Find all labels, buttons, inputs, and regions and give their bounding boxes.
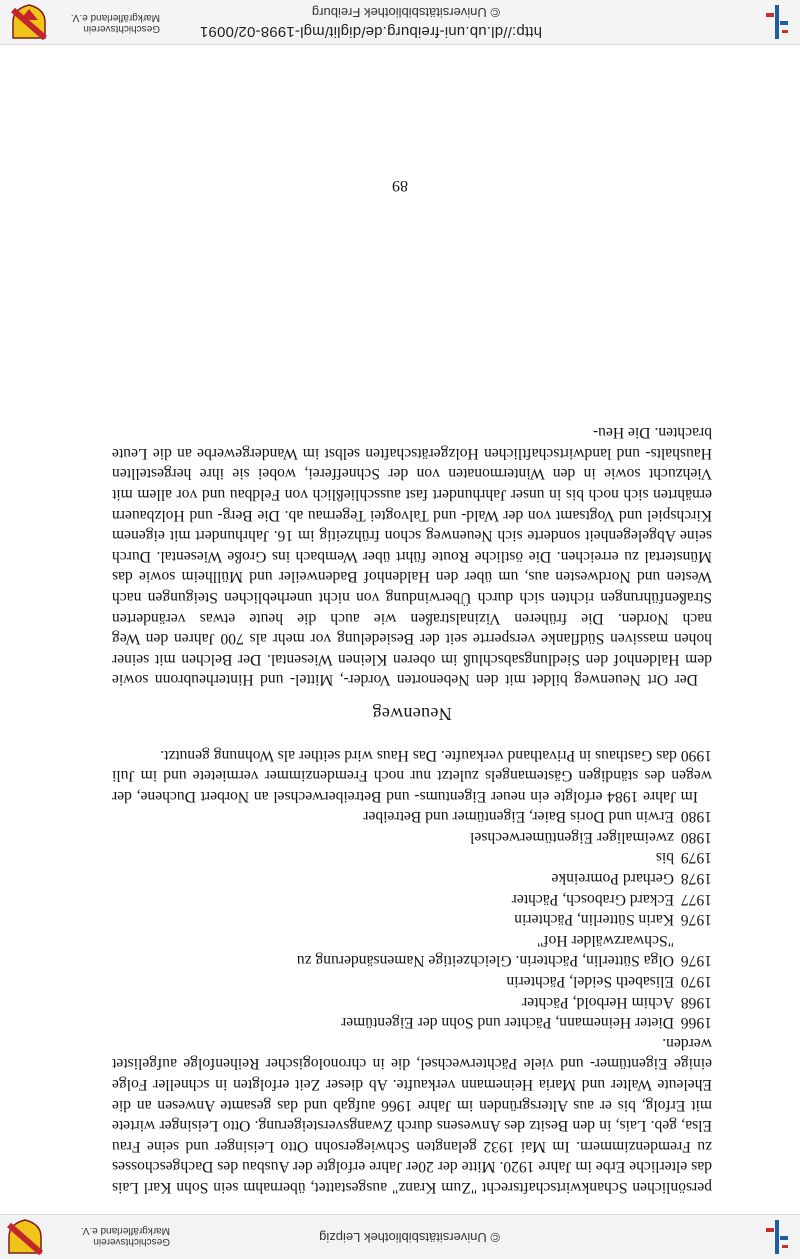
chronology-entry: Elisabeth Seidel, Pächterin <box>506 973 674 991</box>
chronology-entry: "Schwarzwälder Hof" <box>537 931 674 949</box>
closing-paragraph: Im Jahre 1984 erfolgte ein neuer Eigentums- und Betreiberwechsel an Norbert Duchene, der wegen des ständigen Gästemangels zuletzt nur noch Fremdenzimmer vermietete und im Juli 1990 das Gasthaus in Privathand verkaufte. Das Haus wird seither als Wohnung genutzt. <box>112 746 712 805</box>
chronology-entry: bis <box>655 849 674 867</box>
chronology-year: 1976 <box>680 911 712 929</box>
chronology-entry: Olga Sütterlin, Pächterin. Gleichzeitige Namensänderung zu <box>296 952 674 970</box>
footer-society-line1: Geschichtsverein <box>83 23 160 34</box>
chronology-item <box>112 909 712 930</box>
viewer-header <box>0 1214 800 1259</box>
chronology-year: 1978 <box>680 870 712 888</box>
section-paragraph: Der Ort Neuenweg bildet mit den Nebenorten Vorder-, Mittel- und Hinterheubronn sowie dem Haldenhof den Siedlungsabschluß im oberen Kleinen Wiesental. Der Belchen mit seiner hohen massiven Südflanke versperrte seit der Besiedelung vor mehr als 700 Jahren den Weg nach Norden. Die früheren Vizinalstraßen wie auch die heute etwas veränderten Straßenführungen richten sich durch Überwindung von nicht unerheblichen Steigungen nach Westen und Nordwesten aus, um über den Haldenhof Badenweiler und Müllheim sowie das Münstertal zu erreichen. Die östliche Route führt über Wembach ins Große Wiesental. Durch seine Abgelegenheit sonderte sich Neuenweg schon frühzeitig im 16. Jahrhundert mit eigenem Kirchspiel und Vogtsamt von der Wald- und Talvogtei Tegernau ab. Die Berg- und Holzbauern ernährten sich noch bis in unser Jahrhundert fast ausschließlich von Feldbau und vor allem mit Viehzucht sowie in den Wintermonaten von der Schnefferei, wobei sie ihre hergestellten Haushalts- und landwirtschaftlichen Holzgerätschaften selbst im Wandergewerbe an die Leute brachten. Die Heu- <box>112 424 712 689</box>
intro-paragraph: persönlichen Schankwirtschaftsrecht "Zum Kranz" ausgestattet, übernahm sein Sohn Karl Lais das elterliche Erbe im Jahre 1920. Mitte der 20er Jahre erfolgte der Ausbau des Dachgeschosses zu Fremdenzimmern. Im Mai 1932 gelangten Schwiegersohn Otto Leisinger und seine Frau Elsa, geb. Lais, in den Besitz des Anwesens durch Zwangsversteigerung. Otto Leisinger wirtete mit Erfolg, bis er aus Altersgründen im Jahre 1966 aufgab und das gesamte Anwesen an die Eheleute Walter und Maria Heinemann verkaufte. Ab dieser Zeit erfolgten in schneller Folge einige Eigentümer- und viele Pächterwechsel, die in chronologischer Reihenfolge aufgelistet werden. <box>112 1034 712 1196</box>
ub-logo-icon[interactable] <box>766 5 788 39</box>
chronology-item <box>112 950 712 971</box>
chronology-entry: Eckard Grabosch, Pächter <box>511 890 674 908</box>
chronology-item <box>112 847 712 868</box>
chronology-item <box>112 970 712 991</box>
chronology-list <box>112 806 712 1033</box>
chronology-year <box>674 929 712 950</box>
chronology-item <box>112 826 712 847</box>
chronology-year: 1968 <box>680 993 712 1011</box>
viewer-footer <box>0 0 800 45</box>
chronology-item <box>112 929 712 950</box>
chronology-year: 1970 <box>680 973 712 991</box>
footer-society-line2: Markgräflerland e.V. <box>70 12 160 23</box>
permalink-url[interactable]: http://dl.ub.uni-freiburg.de/diglit/mgl-1998-02/0091 <box>199 23 542 40</box>
page-number: 89 <box>392 177 408 194</box>
chronology-entry: Erwin und Doris Baier, Eigentümer und Betreiber <box>363 808 674 826</box>
footer-copyright: © Universitätsbibliothek Freiburg <box>311 5 500 20</box>
chronology-item <box>112 991 712 1012</box>
chronology-entry: Achim Herbold, Pächter <box>522 993 674 1011</box>
ub-logo-icon[interactable] <box>766 1220 788 1254</box>
chronology-year: 1966 <box>680 1014 712 1032</box>
chronology-year: 1977 <box>680 890 712 908</box>
chronology-item <box>112 868 712 889</box>
page-text <box>112 422 712 1197</box>
section-heading: Neuenweg <box>372 703 452 724</box>
chronology-item <box>112 806 712 827</box>
chronology-year: 1979 <box>680 849 712 867</box>
chronology-item <box>112 888 712 909</box>
chronology-entry: zweimaliger Eigentümerwechsel <box>470 828 674 846</box>
chronology-year: 1980 <box>680 828 712 846</box>
header-society-line2: Markgräflerland e.V. <box>80 1225 170 1236</box>
coat-of-arms-icon <box>10 4 48 40</box>
coat-of-arms-icon <box>6 1219 44 1255</box>
chronology-year: 1976 <box>680 952 712 970</box>
chronology-item <box>112 1012 712 1033</box>
chronology-entry: Dieter Heinemann, Pächter und Sohn der Eigentümer <box>341 1014 674 1032</box>
chronology-year: 1980 <box>680 808 712 826</box>
chronology-entry: Karin Sütterlin, Pächterin <box>514 911 674 929</box>
chronology-entry: Gerhard Pomreinke <box>551 870 674 888</box>
header-copyright: © Universitätsbibliothek Leipzig <box>319 1230 500 1245</box>
header-society-line1: Geschichtsverein <box>93 1236 170 1247</box>
